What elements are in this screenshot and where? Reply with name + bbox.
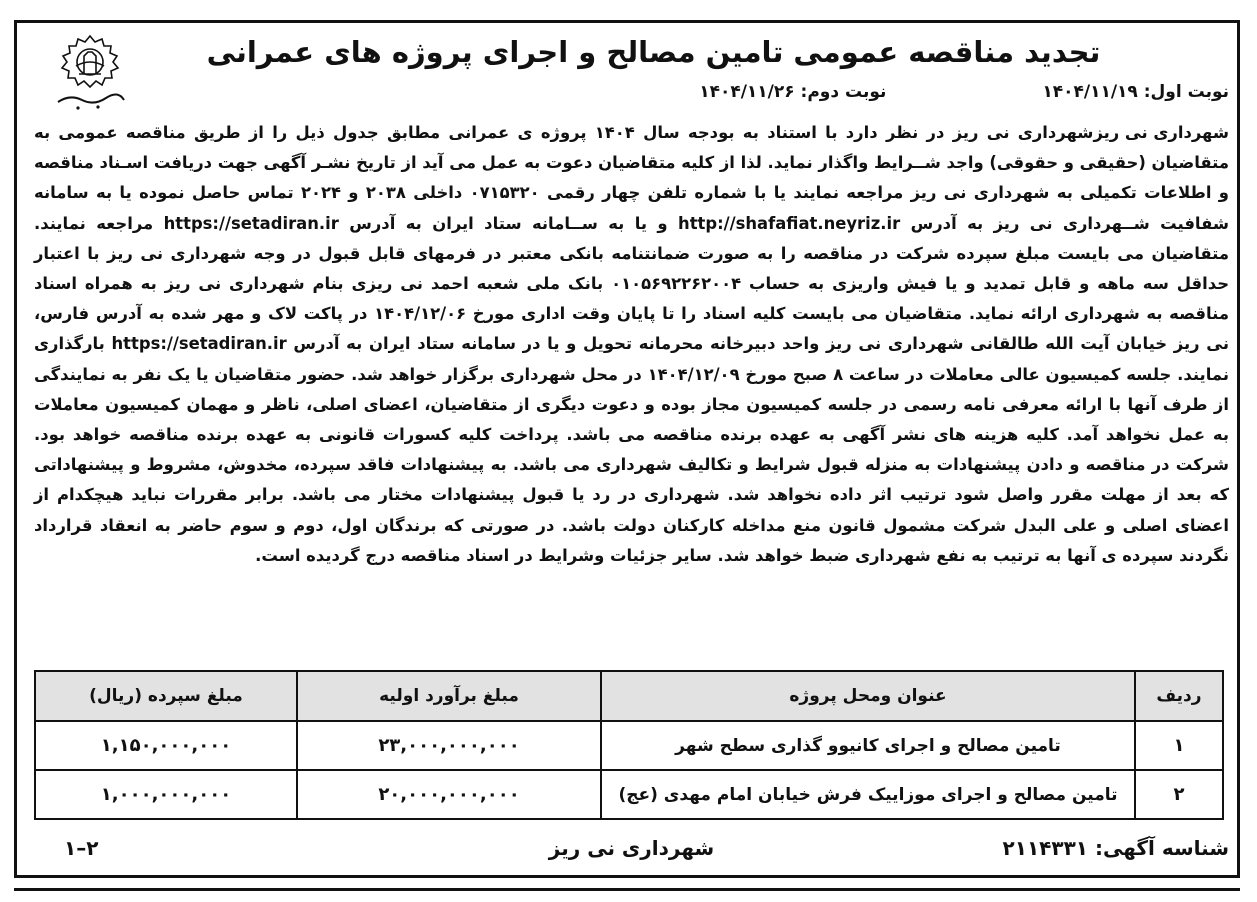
notice-body [34,118,1229,571]
project-title: تامین مصالح و اجرای کانیوو گذاری سطح شهر [601,721,1135,770]
second-notice-date: نوبت دوم: ۱۴۰۴/۱۱/۲۶ [699,82,887,102]
table-row [35,770,1223,819]
row-number: ۱ [1135,721,1223,770]
next-notice-border [14,888,1240,902]
notice-footer [34,828,1229,868]
notice-title: تجدید مناقصه عمومی تامین مصالح و اجرای پروژه های عمرانی [206,35,1101,69]
municipality-logo [48,30,132,116]
project-title: تامین مصالح و اجرای موزاییک فرش خیابان امام مهدی (عج) [601,770,1135,819]
row-number: ۲ [1135,770,1223,819]
notice-body-text: شهرداری نی ریز در نظر دارد با استناد به بودجه سال ۱۴۰۴ پروژه ی عمرانی مطابق جدول ذیل را از طریق مناقصه عمومی به متقاضیان (حقیقی و حقوقی) واجد شــرایط واگذار نماید. لذا از کلیه متقاضیان دعوت به عمل می آید از تاریخ نشـر آگهی جهت دریافت اسـناد مناقصه و اطلاعات تکمیلی به شهرداری نی ریز مراجعه نمایند یا با شماره تلفن چهار رقمی ۰۷۱۵۳۲۰ داخلی ۲۰۳۸ و ۲۰۲۴ تماس حاصل نموده یا به سامانه شفافیت شــهرداری نی ریز به آدرس http://shafafiat.neyriz.ir و یا به ســامانه ستاد ایران به آدرس https://setadiran.ir مراجعه نمایند. متقاضیان می بایست مبلغ سپرده شرکت در مناقصه را به صورت ضمانتنامه بانکی معتبر در فرمهای قابل قبول در وجه شهرداری نی ریز با اعتبار حداقل سه ماهه و قابل تمدید و یا فیش واریزی به حساب ۰۱۰۵۶۹۲۲۶۲۰۰۴ بانک ملی شعبه احمد نی ریزی بنام شهرداری نی ریز به همراه اسناد مناقصه به شهرداری ارائه نماید. متقاضیان می بایست کلیه اسناد را تا پایان وقت اداری مورخ ۱۴۰۴/۱۲/۰۶ در پاکت لاک و مهر شده به آدرس فارس، نی ریز خیابان آیت الله طالقانی شهرداری نی ریز واحد دبیرخانه محرمانه تحویل و یا در سامانه ستاد ایران به آدرس https://setadiran.ir بارگذاری نمایند. جلسه کمیسیون عالی معاملات در ساعت ۸ صبح مورخ ۱۴۰۴/۱۲/۰۹ در محل شهرداری برگزار خواهد شد. حضور متقاضیان یا یک نفر به نمایندگی از طرف آنها با ارائه معرفی نامه رسمی در جلسه کمیسیون مجاز بوده و دعوت دیگری از متقاضیان، اعضای اصلی، ناظر و مهمان کمیسیون معاملات به عمل نخواهد آمد. کلیه هزینه های نشر آگهی به عهده برنده مناقصه می باشد. پرداخت کلیه کسورات قانونی به عهده برنده مناقصه خواهد بود. شرکت در مناقصه و دادن پیشنهادات به منزله قبول شرایط و تکالیف شهرداری می باشد. به پیشنهادات فاقد سپرده، مخدوش، مشروط و پیشنهاداتی که بعد از مهلت مقرر واصل شود ترتیب اثر داده نخواهد شد. شهرداری در رد یا قبول پیشنهادات مختار می باشد. برابر مقررات نباید هیچکدام از اعضای اصلی و علی البدل شرکت مشمول قانون منع مداخله کارکنان دولت باشد. در صورتی که برندگان اول، دوم و سوم حاضر به انعقاد قرارداد نگردند سپرده ی آنها به ترتیب به نفع شهرداری ضبط خواهد شد. سایر جزئیات وشرایط در اسناد مناقصه درج گردیده است. [34,123,1230,565]
first-notice-date: نوبت اول: ۱۴۰۴/۱۱/۱۹ [1042,82,1229,102]
logo-caption: شهرداری نی ریز [1093,123,1229,142]
projects-table [34,670,1224,820]
deposit-amount: ۱,۱۵۰,۰۰۰,۰۰۰ [35,721,297,770]
initial-estimate: ۲۳,۰۰۰,۰۰۰,۰۰۰ [297,721,601,770]
organization-name: شهرداری نی ریز [548,836,715,860]
header-deposit-amount: مبلغ سپرده (ریال) [35,671,297,721]
header-initial-estimate: مبلغ برآورد اولیه [297,671,601,721]
deposit-amount: ۱,۰۰۰,۰۰۰,۰۰۰ [35,770,297,819]
notice-id: شناسه آگهی: ۲۱۱۴۳۳۱ [1002,836,1229,860]
table-row [35,721,1223,770]
header-project-title: عنوان ومحل پروژه [601,671,1135,721]
notice-dates [699,80,1229,104]
header-row-number: ردیف [1135,671,1223,721]
page-number: ۲–۱ [64,836,99,860]
table-header-row [35,671,1223,721]
initial-estimate: ۲۰,۰۰۰,۰۰۰,۰۰۰ [297,770,601,819]
